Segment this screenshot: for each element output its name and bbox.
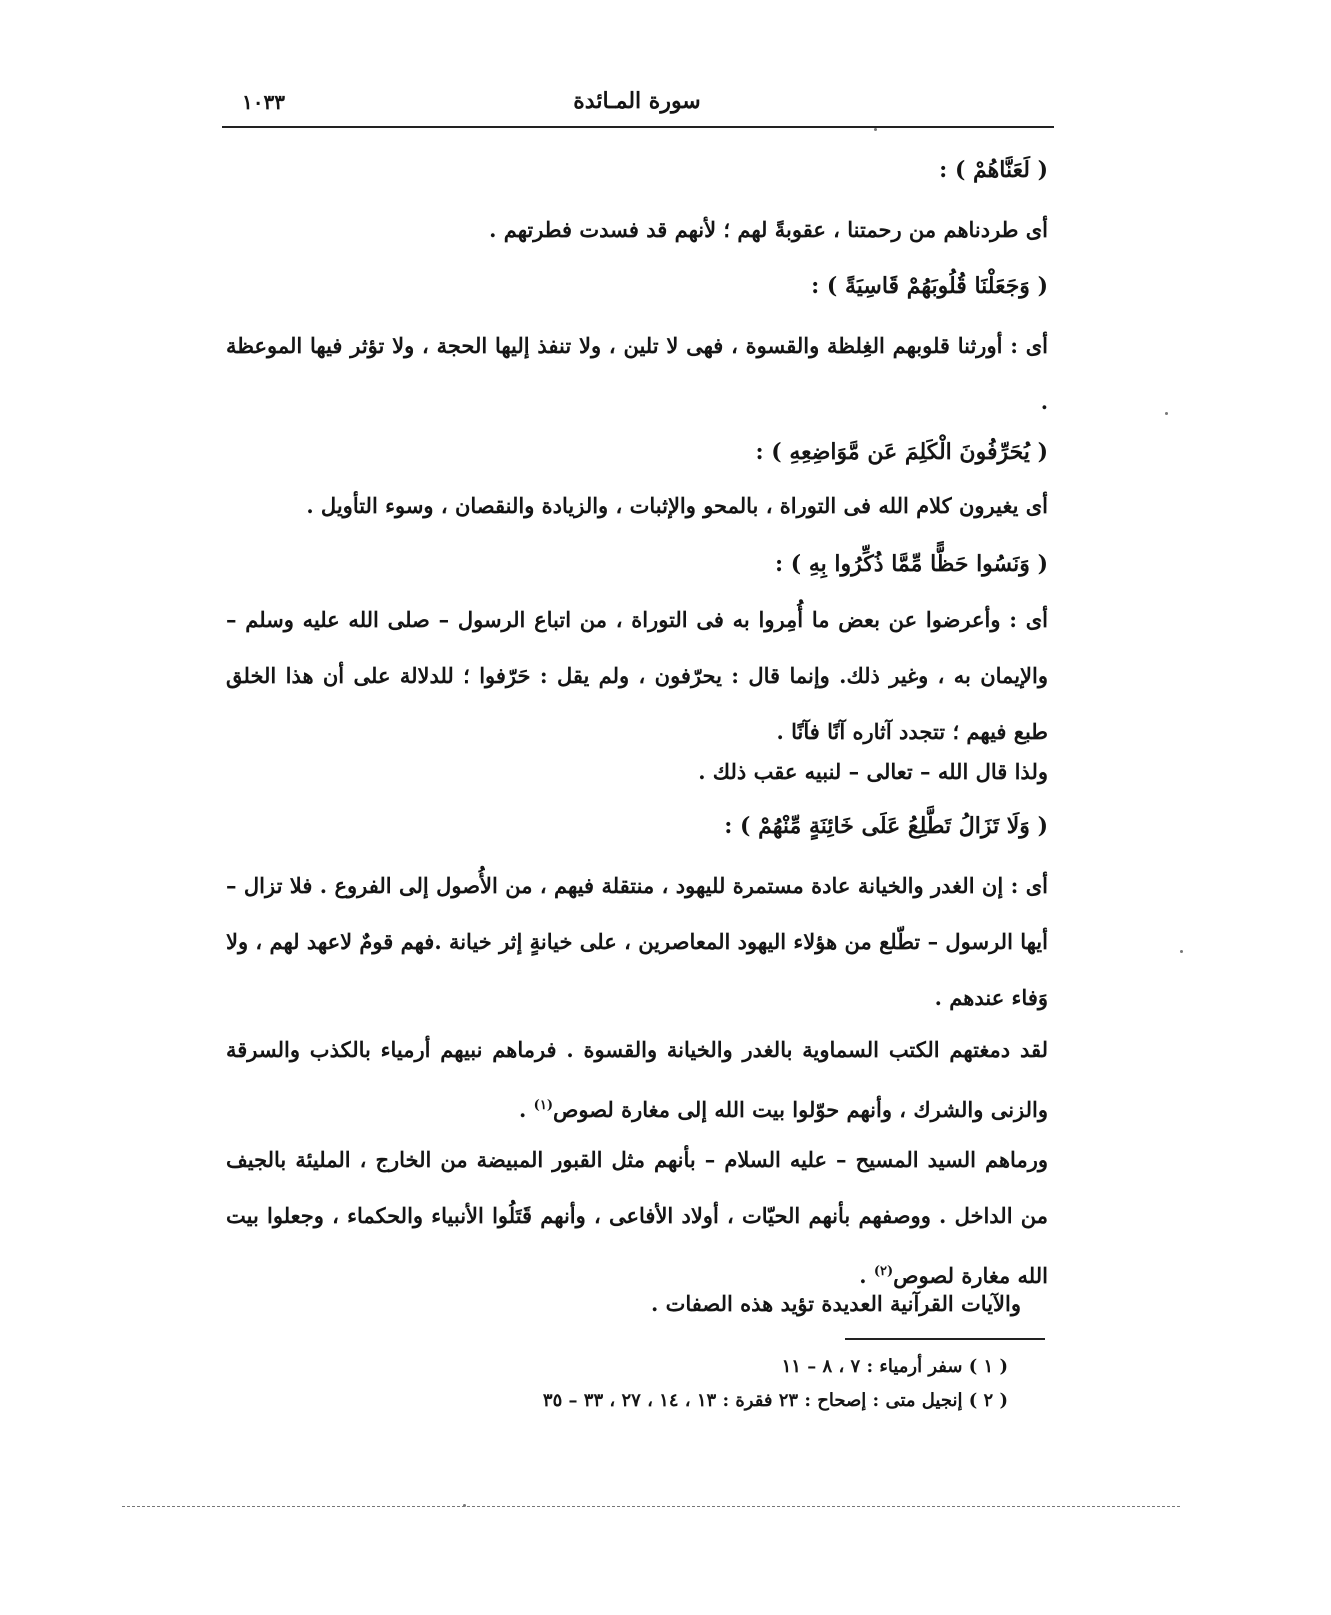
explanation-line: ولذا قال الله – تعالى – لنبيه عقب ذلك .: [698, 759, 1048, 784]
explanation-paragraph: [226, 1022, 1048, 1138]
scan-speck: [463, 1504, 466, 1507]
paragraph-text: لقد دمغتهم الكتب السماوية بالغدر والخيانة والقسوة . فرماهم نبيهم أرمياء بالكذب والسرقة والزنى والشرك ، وأنهم حوّلوا بيت الله إلى مغارة لصوص: [226, 1037, 1048, 1122]
explanation-paragraph: [226, 1132, 1048, 1304]
footnote: ( ١ ) سفر أرمياء : ٧ ، ٨ – ١١: [781, 1356, 1008, 1377]
footnote-divider: [845, 1338, 1045, 1340]
scan-edge-line: [122, 1506, 1180, 1507]
footnote-marker: (١): [533, 1098, 553, 1113]
explanation-paragraph: أى : إن الغدر والخيانة عادة مستمرة لليهود ، منتقلة فيهم ، من الأُصول إلى الفروع . فلا تزال – أيها الرسول – تطّلع من هؤلاء اليهود المعاصرين ، على خيانةٍ إثر خيانة .فهم قومٌ لاعهد لهم ، ولا وَفاء عندهم .: [226, 873, 1048, 1010]
verse-heading: ( وَلَا تَزَالُ تَطَّلِعُ عَلَى خَائِنَةٍ مِّنْهُمْ ) :: [724, 813, 1048, 839]
header-divider: [222, 126, 1054, 128]
verse-heading: ( لَعَنَّاهُمْ ) :: [939, 157, 1048, 183]
verse-heading: ( وَجَعَلْنَا قُلُوبَهُمْ قَاسِيَةً ) :: [811, 273, 1048, 299]
verse-heading: ( يُحَرِّفُونَ الْكَلِمَ عَن مَّوَاضِعِهِ ) :: [755, 439, 1048, 465]
scan-speck: [1165, 412, 1168, 415]
sentence-end: .: [859, 1263, 874, 1288]
scan-speck: [1180, 950, 1183, 953]
explanation-paragraph: أى : أورثنا قلوبهم الغِلظة والقسوة ، فهى لا تلين ، ولا تنفذ إليها الحجة ، ولا تؤثر فيها الموعظة .: [226, 333, 1048, 414]
explanation-line: أى يغيرون كلام الله فى التوراة ، بالمحو والإثبات ، والزيادة والنقصان ، وسوء التأويل .: [306, 493, 1048, 518]
explanation-paragraph: أى : وأعرضوا عن بعض ما أُمِروا به فى التوراة ، من اتباع الرسول – صلى الله عليه وسلم – والإيمان به ، وغير ذلك. وإنما قال : يحرّفون ، ولم يقل : حَرّفوا ؛ للدلالة على أن هذا الخلق طبع فيهم ؛ تتجدد آثاره آنًا فآنًا .: [226, 607, 1048, 744]
paragraph-text: ورماهم السيد المسيح – عليه السلام – بأنهم مثل القبور المبيضة من الخارج ، المليئة بالجيف من الداخل . ووصفهم بأنهم الحيّات ، أولاد الأفاعى ، وأنهم قَتَلُوا الأنبياء والحكماء ، وجعلوا بيت الله مغارة لصوص: [226, 1147, 1048, 1288]
sentence-end: .: [519, 1097, 534, 1122]
footnote-marker: (٢): [873, 1264, 894, 1279]
explanation-line: أى طردناهم من رحمتنا ، عقوبةً لهم ؛ لأنهم قد فسدت فطرتهم .: [489, 217, 1048, 242]
surah-title: سورة المـائدة: [573, 88, 701, 114]
verse-heading: ( وَنَسُوا حَظًّا مِّمَّا ذُكِّرُوا بِهِ ) :: [774, 551, 1048, 577]
closing-line: والآيات القرآنية العديدة تؤيد هذه الصفات .: [650, 1291, 1021, 1316]
page-number: ١٠٣٣: [242, 90, 285, 114]
scan-speck: [874, 128, 877, 131]
page-header: [222, 84, 1052, 120]
footnote: ( ٢ ) إنجيل متى : إصحاح : ٢٣ فقرة : ١٣ ، ١٤ ، ٢٧ ، ٣٣ – ٣٥: [542, 1390, 1008, 1411]
